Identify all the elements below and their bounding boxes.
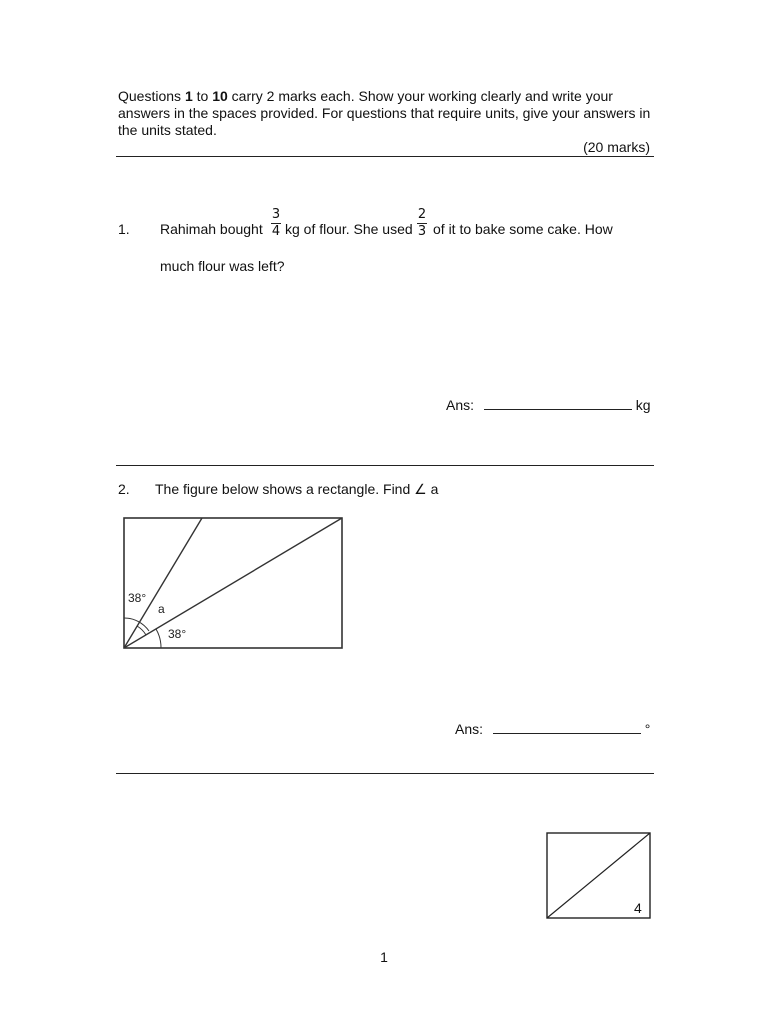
q1-answer	[446, 397, 651, 414]
line-steep	[124, 518, 202, 648]
q1-fraction-three-quarters	[270, 208, 282, 239]
q1-fraction2-denominator: 3	[417, 224, 427, 239]
q1-fraction1-denominator: 4	[271, 224, 281, 239]
angle-a-label: a	[158, 602, 165, 616]
q1-fraction-two-thirds	[416, 208, 428, 239]
q1-text-d: much flour was left?	[160, 258, 285, 274]
q2-text: The figure below shows a rectangle. Find ∠ a	[155, 481, 439, 497]
q1-answer-blank[interactable]	[484, 397, 632, 410]
q1-text-c: of it to bake some cake. How	[433, 221, 613, 237]
q1-answer-label: Ans:	[446, 397, 475, 413]
question-to: 10	[212, 88, 228, 104]
instructions-rest: carry 2 marks each. Show your working clearly and write your answers in the spaces provided. For questions that require units, give your answers in the units stated.	[118, 88, 651, 138]
q1-text-a: Rahimah bought	[160, 221, 263, 237]
total-marks: (20 marks)	[583, 139, 650, 155]
q2-answer	[455, 721, 650, 738]
q1-fraction1-numerator: 3	[271, 207, 281, 222]
q1-fraction2-numerator: 2	[417, 207, 427, 222]
question-from: 1	[184, 88, 193, 104]
q3-figure-label: 4	[634, 900, 642, 916]
q1-number: 1.	[118, 221, 130, 237]
q3-square-figure	[546, 832, 654, 922]
q1-text-b: kg of flour. She used	[285, 221, 413, 237]
angle-bottom-label: 38°	[168, 627, 187, 641]
q2-answer-unit: °	[644, 721, 651, 737]
section-divider	[116, 156, 654, 157]
line-diagonal	[124, 518, 342, 648]
q2-rectangle-figure	[118, 512, 348, 654]
instructions-prefix: Questions	[118, 88, 185, 104]
q2-number: 2.	[118, 481, 130, 497]
q2-answer-label: Ans:	[455, 721, 484, 737]
instructions	[118, 88, 652, 139]
arc-bottom-angle	[156, 629, 161, 648]
question-divider-2	[116, 773, 654, 774]
question-divider-1	[116, 465, 654, 466]
arc-angle-a	[137, 626, 146, 635]
arc-top-angle	[124, 618, 149, 631]
q2-answer-blank[interactable]	[493, 721, 641, 734]
q1-answer-unit: kg	[635, 397, 651, 413]
angle-top-label: 38°	[128, 591, 147, 605]
page-number: 1	[380, 949, 388, 965]
instructions-mid: to	[192, 88, 213, 104]
